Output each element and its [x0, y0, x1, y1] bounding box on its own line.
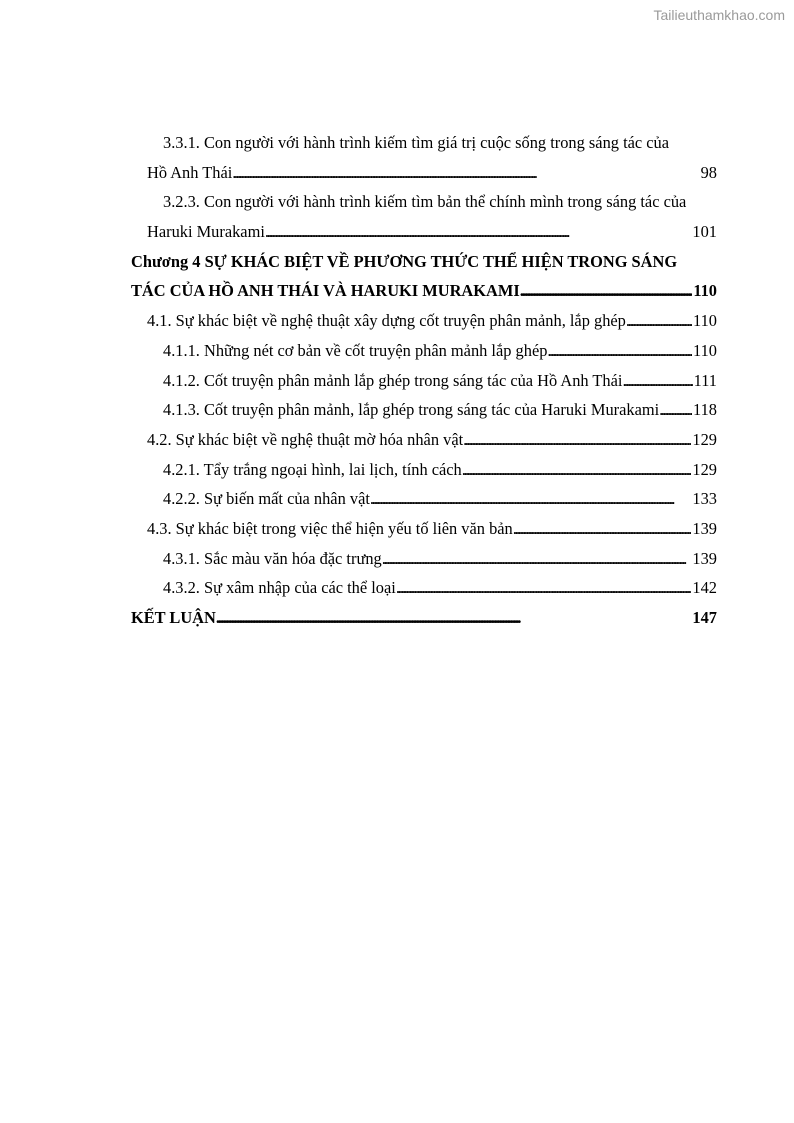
toc-entry-title: 3.2.3. Con người với hành trình kiếm tìm bản thể chính mình trong sáng tác của — [163, 192, 687, 212]
toc-entry-title: 4.2. Sự khác biệt về nghệ thuật mờ hóa nhân vật — [147, 429, 464, 449]
toc-entry[interactable] — [131, 425, 717, 455]
toc-entry-title: 4.1.2. Cốt truyện phân mảnh lắp ghép trong sáng tác của Hồ Anh Thái — [163, 370, 623, 390]
toc-entry[interactable] — [131, 395, 717, 425]
toc-entry-title: 4.1. Sự khác biệt về nghệ thuật xây dựng cốt truyện phân mảnh, lắp ghép — [147, 311, 626, 331]
toc-entry-page-number: 101 — [692, 222, 717, 242]
toc-entry-page-number: 111 — [693, 370, 717, 390]
toc-entry-page-number: 139 — [692, 548, 717, 568]
toc-entry-title: Chương 4 SỰ KHÁC BIỆT VỀ PHƯƠNG THỨC THỂ HIỆN TRONG SÁNG — [131, 251, 678, 271]
toc-entry-page-number: 129 — [692, 459, 717, 479]
toc-entry-title: 3.3.1. Con người với hành trình kiếm tìm giá trị cuộc sống trong sáng tác của — [163, 133, 670, 152]
dot-leader — [547, 336, 692, 366]
toc-entry-page-number: 139 — [692, 518, 717, 538]
dot-leader — [626, 306, 692, 336]
dot-leader — [463, 425, 691, 455]
dot-leader — [232, 158, 699, 188]
toc-entry[interactable] — [131, 247, 717, 277]
toc-entry-title: Hồ Anh Thái — [147, 162, 233, 182]
toc-entry-title: TÁC CỦA HỒ ANH THÁI VÀ HARUKI MURAKAMI — [131, 281, 520, 301]
toc-entry-title: KẾT LUẬN — [131, 608, 216, 627]
table-of-contents — [131, 128, 717, 633]
toc-entry-page-number: 142 — [692, 578, 717, 598]
dot-leader — [462, 455, 692, 485]
toc-entry[interactable] — [131, 544, 717, 574]
dot-leader — [396, 573, 692, 603]
toc-entry-title: 4.3. Sự khác biệt trong việc thể hiện yếu tố liên văn bản — [147, 518, 513, 538]
dot-leader — [370, 484, 692, 514]
toc-entry-page-number: 129 — [692, 429, 717, 449]
dot-leader — [382, 544, 692, 574]
toc-entry-title: 4.1.3. Cốt truyện phân mảnh, lắp ghép trong sáng tác của Haruki Murakami — [163, 400, 660, 420]
toc-entry-page-number: 133 — [692, 489, 717, 509]
dot-leader — [659, 395, 692, 425]
toc-entry-page-number: 110 — [693, 311, 717, 331]
watermark-text: Tailieuthamkhao.com — [653, 7, 785, 23]
toc-entry-title: 4.2.2. Sự biến mất của nhân vật — [163, 489, 370, 509]
dot-leader — [216, 603, 692, 633]
toc-entry-title: 4.3.1. Sắc màu văn hóa đặc trưng — [163, 548, 382, 568]
toc-entry[interactable] — [131, 158, 717, 188]
toc-entry[interactable] — [131, 217, 717, 247]
toc-entry-page-number: 110 — [693, 281, 717, 301]
toc-entry-page-number: 110 — [693, 340, 717, 360]
toc-entry-title: 4.2.1. Tẩy trắng ngoại hình, lai lịch, tính cách — [163, 459, 462, 479]
dot-leader — [520, 276, 693, 306]
dot-leader — [265, 217, 692, 247]
toc-entry[interactable] — [131, 276, 717, 306]
toc-entry[interactable] — [131, 336, 717, 366]
toc-entry-page-number: 118 — [693, 400, 717, 420]
toc-entry-page-number: 147 — [692, 608, 717, 627]
toc-entry[interactable] — [131, 514, 717, 544]
dot-leader — [622, 366, 692, 396]
toc-entry[interactable] — [131, 603, 717, 633]
toc-entry[interactable] — [131, 366, 717, 396]
toc-entry[interactable] — [131, 455, 717, 485]
toc-entry[interactable] — [131, 187, 717, 217]
toc-entry-title: Haruki Murakami — [147, 222, 265, 242]
toc-entry-title: 4.3.2. Sự xâm nhập của các thể loại — [163, 578, 396, 598]
toc-entry[interactable] — [131, 128, 717, 158]
toc-entry-page-number: 98 — [700, 162, 717, 182]
dot-leader — [513, 514, 692, 544]
toc-entry[interactable] — [131, 306, 717, 336]
toc-entry[interactable] — [131, 484, 717, 514]
toc-entry[interactable] — [131, 573, 717, 603]
toc-entry-title: 4.1.1. Những nét cơ bản về cốt truyện phân mảnh lắp ghép — [163, 340, 548, 360]
